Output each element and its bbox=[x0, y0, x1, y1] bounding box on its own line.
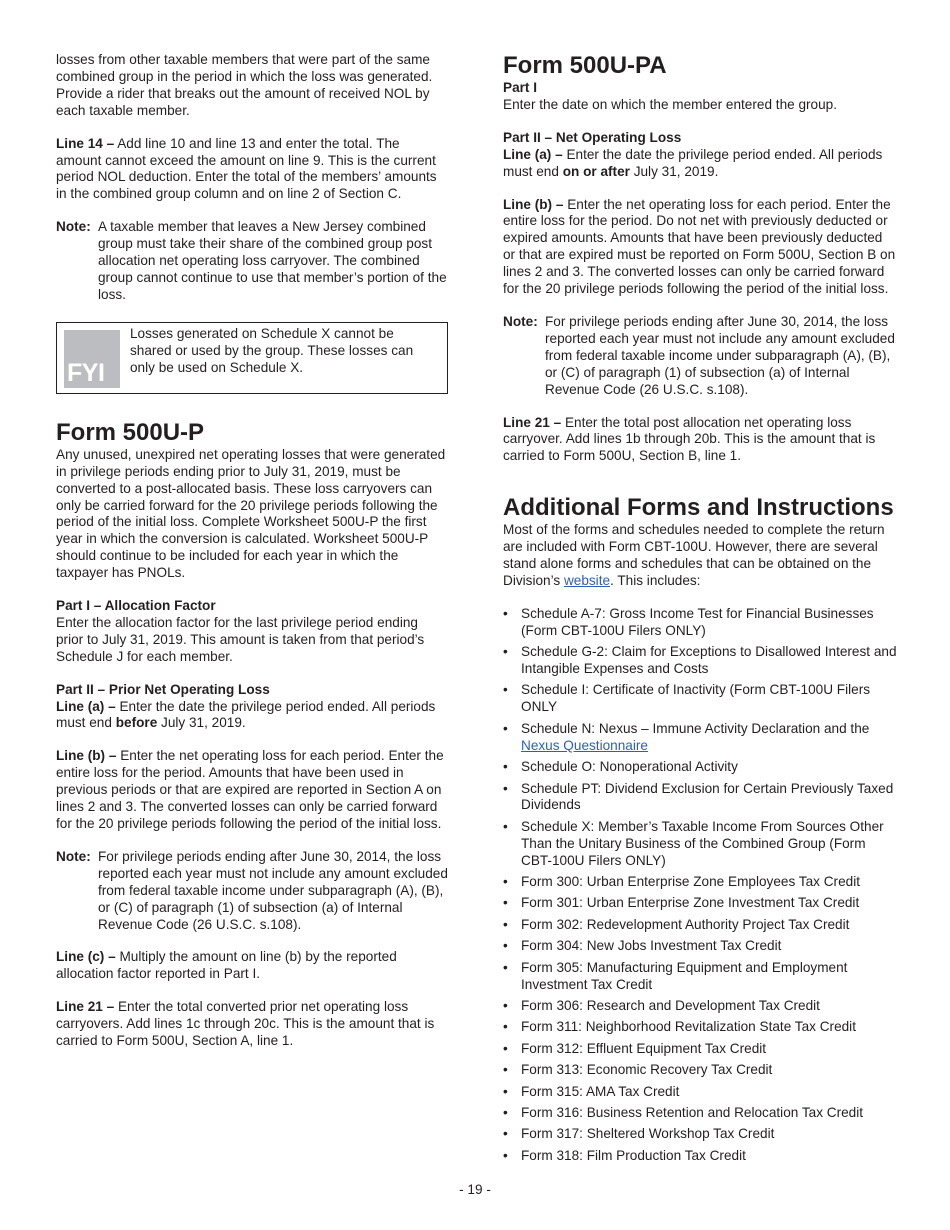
list-item: • Schedule A-7: Gross Income Test for Financial Businesses (Form CBT-100U Filers ONLY) bbox=[503, 606, 897, 640]
list-item: • Schedule G-2: Claim for Exceptions to Disallowed Interest and Intangible Expenses and Costs bbox=[503, 644, 897, 678]
list-item: • Form 316: Business Retention and Relocation Tax Credit bbox=[503, 1105, 897, 1122]
left-column bbox=[56, 52, 448, 1066]
part1-allocation-paragraph: Enter the allocation factor for the last privilege period ending prior to July 31, 2019. This amount is taken from that period’s Schedule J for each member. bbox=[56, 614, 425, 664]
form-500u-p-paragraph: Any unused, unexpired net operating losses that were generated in privilege periods ending prior to July 31, 2019, must be converted to a post-allocated basis. These loss carryovers can only be carried forward for the 20 privilege periods following the period of the initial loss. Complete Worksheet 500U-P the first year in which the conversion is calculated. Worksheet 500U-P should continue to be included for each year in which the taxpayer has PNOLs. bbox=[56, 446, 446, 581]
line-c-paragraph bbox=[56, 949, 448, 983]
additional-text-end: . This includes: bbox=[610, 572, 701, 588]
fyi-box bbox=[56, 322, 448, 394]
note-privilege-periods bbox=[503, 314, 897, 399]
part1-heading: Part I bbox=[503, 80, 537, 95]
line-a-text: Enter the date the privilege period ended. All periods must end bbox=[503, 146, 883, 179]
line-c-text: Multiply the amount on line (b) by the reported allocation factor reported in Part I. bbox=[56, 949, 397, 982]
schedule-n-text: Schedule N: Nexus – Immune Activity Declaration and the bbox=[521, 720, 870, 736]
page-number: - 19 - bbox=[459, 1182, 491, 1197]
website-link[interactable]: website bbox=[563, 572, 611, 588]
part1-paragraph: Enter the date on which the member entered the group. bbox=[503, 96, 838, 112]
note-text: For privilege periods ending after June 30, 2014, the loss reported each year must not include any amount excluded from federal taxable income under subparagraph (A), (B), or (C) of paragraph (1) of subsection (a) of Internal Revenue Code (26 U.S.C. s.108). bbox=[545, 313, 895, 397]
list-item: • Form 318: Film Production Tax Credit bbox=[503, 1148, 897, 1165]
note-text: A taxable member that leaves a New Jersey combined group must take their share of the combined group post allocation net operating loss carryover. The combined group cannot continue to use that member’s portion of the loss. bbox=[98, 219, 447, 302]
line21-text: Enter the total post allocation net operating loss carryover. Add lines 1b through 20b. This is the amount that is carried to Form 500U, Section B, line 1. bbox=[503, 414, 876, 464]
line-a-text-end: July 31, 2019. bbox=[629, 163, 719, 179]
part2-nol-heading: Part II – Net Operating Loss bbox=[503, 129, 682, 145]
list-item: • Schedule O: Nonoperational Activity bbox=[503, 759, 897, 776]
right-column bbox=[503, 52, 897, 1169]
list-item-schedule-n bbox=[503, 721, 897, 755]
list-item: • Form 313: Economic Recovery Tax Credit bbox=[503, 1062, 897, 1079]
line-a-bold: before bbox=[115, 715, 158, 731]
line-b-paragraph bbox=[503, 197, 897, 298]
list-item: • Form 304: New Jobs Investment Tax Credit bbox=[503, 938, 897, 955]
list-item: • Form 317: Sheltered Workshop Tax Credit bbox=[503, 1126, 897, 1143]
line-b-paragraph bbox=[56, 748, 448, 833]
list-item: • Form 315: AMA Tax Credit bbox=[503, 1084, 897, 1101]
list-item: • Form 306: Research and Development Tax Credit bbox=[503, 998, 897, 1015]
line-a-bold: on or after bbox=[562, 163, 630, 179]
note-leaving-member bbox=[56, 219, 448, 304]
list-item: • Form 311: Neighborhood Revitalization State Tax Credit bbox=[503, 1019, 897, 1036]
note-label: Note: bbox=[56, 848, 91, 864]
line21-label: Line 21 – bbox=[503, 414, 562, 430]
fyi-text: Losses generated on Schedule X cannot be shared or used by the group. These losses can only be used on Schedule X. bbox=[130, 325, 414, 375]
additional-forms-heading: Additional Forms and Instructions bbox=[503, 494, 894, 522]
list-item: • Form 312: Effluent Equipment Tax Credit bbox=[503, 1041, 897, 1058]
line-a-label: Line (a) – bbox=[56, 698, 116, 714]
line-c-label: Line (c) – bbox=[56, 949, 116, 965]
list-item: • Schedule I: Certificate of Inactivity (Form CBT-100U Filers ONLY bbox=[503, 682, 897, 716]
line21-paragraph bbox=[56, 999, 448, 1050]
line-b-label: Line (b) – bbox=[503, 196, 564, 212]
additional-text: Most of the forms and schedules needed to complete the return are included with Form CBT-100U. However, there are several stand alone forms and schedules that can be obtained on the Division’s bbox=[503, 522, 885, 588]
fyi-badge-text: FYI bbox=[67, 358, 105, 387]
line21-text: Enter the total converted prior net operating loss carryovers. Add lines 1c through 20c. This is the amount that is carried to Form 500U, Section A, line 1. bbox=[56, 999, 435, 1049]
line-a-paragraph bbox=[56, 699, 448, 733]
form-500u-pa-heading: Form 500U-PA bbox=[503, 52, 667, 79]
part2-prior-nol-heading: Part II – Prior Net Operating Loss bbox=[56, 681, 270, 697]
list-item: • Form 302: Redevelopment Authority Project Tax Credit bbox=[503, 917, 897, 934]
nexus-questionnaire-link[interactable]: Nexus Questionnaire bbox=[521, 737, 648, 753]
line21-label: Line 21 – bbox=[56, 999, 115, 1015]
part1-allocation-heading: Part I – Allocation Factor bbox=[56, 598, 216, 614]
line14-label: Line 14 – bbox=[56, 135, 115, 151]
line-a-paragraph bbox=[503, 147, 897, 181]
note-label: Note: bbox=[503, 313, 538, 329]
list-item: • Form 301: Urban Enterprise Zone Investment Tax Credit bbox=[503, 895, 897, 912]
note-text: For privilege periods ending after June 30, 2014, the loss reported each year must not include any amount excluded from federal taxable income under subparagraph (A), (B), or (C) of paragraph (1) of subsection (a) of Internal Revenue Code (26 U.S.C. s.108). bbox=[98, 848, 448, 932]
note-label: Note: bbox=[56, 219, 91, 235]
form-500u-p-heading: Form 500U-P bbox=[56, 418, 205, 446]
fyi-icon bbox=[64, 330, 120, 388]
list-item: • Schedule X: Member’s Taxable Income From Sources Other Than the Unitary Business of the Combined Group (Form CBT-100U Filers ONLY) bbox=[503, 819, 897, 870]
line-a-text: Enter the date the privilege period ended. All periods must end bbox=[56, 698, 436, 731]
list-item: • Form 305: Manufacturing Equipment and Employment Investment Tax Credit bbox=[503, 960, 897, 994]
line14-text: Add line 10 and line 13 and enter the total. The amount cannot exceed the amount on line 9. This is the current period NOL deduction. Enter the total of the members’ amounts in the combined group column and on line 2 of Section C. bbox=[56, 135, 437, 202]
list-item: • Schedule PT: Dividend Exclusion for Certain Previously Taxed Dividends bbox=[503, 781, 897, 815]
line-b-text: Enter the net operating loss for each period. Enter the entire loss for the period. Do not net with previously deducted or expired amounts. Amounts that have been previously deducted or that are expired must be reported on Form 500U, Section B on lines 2 and 3. The converted losses can only be carried forward for the 20 privilege periods following the period of the initial loss. bbox=[503, 196, 896, 297]
line-b-text: Enter the net operating loss for each period. Enter the entire loss for the period. Amounts that have been used in previous periods or that are expired are reported in Section A on lines 2 and 3. The converted losses can only be carried forward for the 20 privilege periods following the period of the initial loss. bbox=[56, 748, 444, 831]
forms-list bbox=[503, 606, 897, 1165]
line-b-label: Line (b) – bbox=[56, 748, 117, 764]
line-a-text-end: July 31, 2019. bbox=[157, 715, 246, 731]
line14-paragraph bbox=[56, 136, 448, 204]
additional-forms-paragraph bbox=[503, 522, 897, 590]
list-item: • Form 300: Urban Enterprise Zone Employees Tax Credit bbox=[503, 874, 897, 891]
intro-paragraph: losses from other taxable members that were part of the same combined group in the period in which the loss was generated. Provide a rider that breaks out the amount of received NOL by each taxable member. bbox=[56, 52, 433, 118]
note-privilege-periods bbox=[56, 849, 448, 934]
line21-paragraph bbox=[503, 415, 897, 466]
line-a-label: Line (a) – bbox=[503, 146, 563, 162]
